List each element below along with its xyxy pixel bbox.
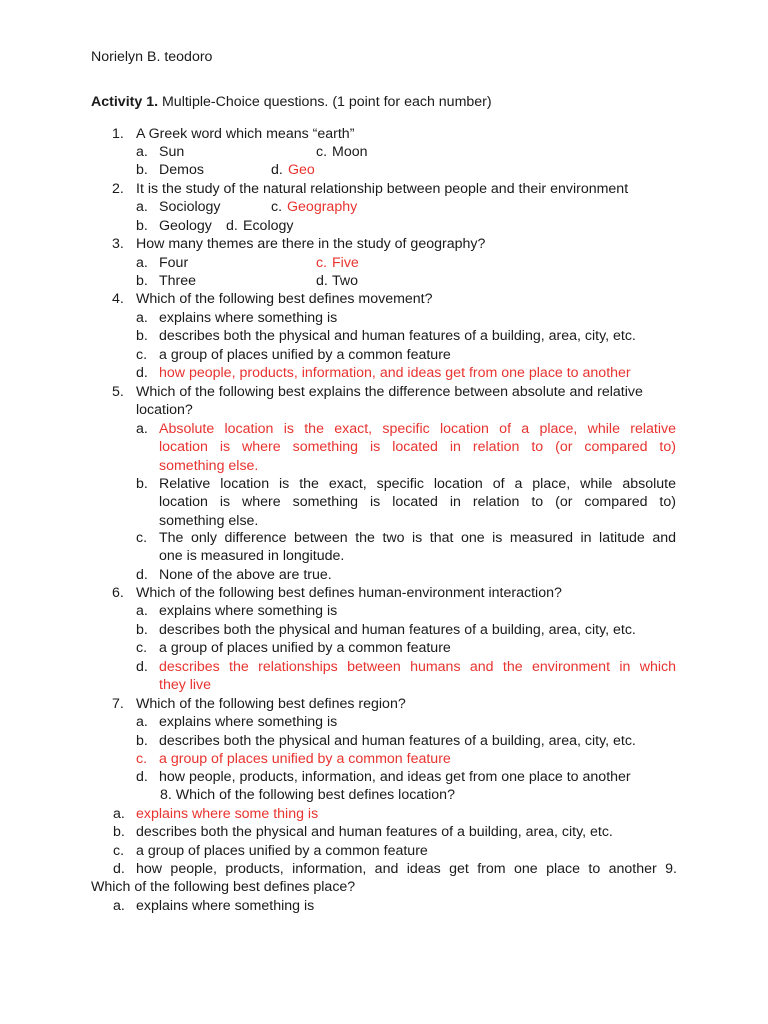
option-letter: c. <box>316 144 328 160</box>
option-text: describes both the physical and human features of a building, area, city, etc. <box>159 328 636 344</box>
question-text: Which of the following best explains the difference between absolute and relative <box>136 384 643 400</box>
option-text: how people, products, information, and ideas get from one place to another 9. <box>136 861 677 877</box>
option-letter: a. <box>136 714 148 730</box>
question-text: Which of the following best defines movement? <box>136 291 433 307</box>
question-text: Which of the following best defines region? <box>136 696 406 712</box>
option-text: Sun <box>159 144 185 160</box>
correct-answer: location is where something is located in relation to (or compared to) <box>159 439 676 455</box>
option-letter: c. <box>136 640 148 656</box>
option-letter: b. <box>136 622 148 638</box>
option-text: explains where something is <box>159 603 338 619</box>
correct-answer: explains where some thing is <box>136 806 319 822</box>
option-letter: d. <box>136 659 148 675</box>
option-letter: a. <box>136 144 148 160</box>
question-number: 7. <box>112 696 124 712</box>
option-letter: c. <box>136 530 148 546</box>
option-letter: b. <box>136 328 148 344</box>
option-text: explains where something is <box>136 898 315 914</box>
option-text: explains where something is <box>159 714 338 730</box>
option-text: The only difference between the two is that one is measured in latitude and <box>159 530 676 546</box>
question-text: Which of the following best defines place? <box>91 879 356 895</box>
option-letter: b. <box>136 218 148 234</box>
option-letter: c. <box>113 843 125 859</box>
option-text: Demos <box>159 162 204 178</box>
option-letter: a. <box>136 255 148 271</box>
question-text: 8. Which of the following best defines location? <box>160 787 455 803</box>
option-text: a group of places unified by a common feature <box>136 843 428 859</box>
option-text: describes both the physical and human features of a building, area, city, etc. <box>159 733 636 749</box>
option-letter: d. <box>226 218 238 234</box>
option-text: describes both the physical and human features of a building, area, city, etc. <box>136 824 613 840</box>
option-letter: b. <box>136 476 148 492</box>
option-letter: b. <box>136 273 148 289</box>
activity-instructions: Multiple-Choice questions. (1 point for each number) <box>161 94 492 110</box>
option-text: Ecology <box>243 218 294 234</box>
question-text: Which of the following best defines human-environment interaction? <box>136 585 562 601</box>
option-letter: a. <box>136 421 148 437</box>
activity-label: Activity 1. <box>91 94 159 110</box>
option-letter: a. <box>136 603 148 619</box>
correct-answer: Absolute location is the exact, specific location of a place, while relative <box>159 421 676 437</box>
option-text: something else. <box>159 513 259 529</box>
question-text: How many themes are there in the study of geography? <box>136 236 486 252</box>
option-text: how people, products, information, and ideas get from one place to another <box>159 769 631 785</box>
option-text: Four <box>159 255 189 271</box>
option-text: Three <box>159 273 197 289</box>
option-text: Sociology <box>159 199 221 215</box>
option-text: describes both the physical and human features of a building, area, city, etc. <box>159 622 636 638</box>
question-number: 3. <box>112 236 124 252</box>
option-text: Relative location is the exact, specific location of a place, while absolute <box>159 476 676 492</box>
question-text: A Greek word which means “earth” <box>136 126 355 142</box>
option-letter: d. <box>113 861 125 877</box>
option-letter: c. <box>271 199 283 215</box>
correct-answer: Geography <box>287 199 358 215</box>
option-letter: c. <box>136 751 148 767</box>
option-text: Two <box>332 273 359 289</box>
option-text: a group of places unified by a common feature <box>159 347 451 363</box>
option-text: one is measured in longitude. <box>159 548 345 564</box>
option-letter: c. <box>136 347 148 363</box>
option-letter: a. <box>136 199 148 215</box>
correct-answer: Geo <box>288 162 315 178</box>
option-text: None of the above are true. <box>159 567 332 583</box>
option-text: Moon <box>332 144 368 160</box>
correct-answer: Five <box>332 255 359 271</box>
question-text: It is the study of the natural relationship between people and their environment <box>136 181 629 197</box>
option-letter: d. <box>136 567 148 583</box>
question-number: 5. <box>112 384 124 400</box>
option-text: Geology <box>159 218 212 234</box>
correct-answer: describes the relationships between humans and the environment in which <box>159 659 676 675</box>
option-text: location is where something is located in relation to (or compared to) <box>159 494 676 510</box>
option-letter: d. <box>316 273 328 289</box>
question-number: 2. <box>112 181 124 197</box>
activity-heading <box>91 93 492 111</box>
option-letter: c. <box>316 255 328 271</box>
option-letter: b. <box>136 733 148 749</box>
option-text: explains where something is <box>159 310 338 326</box>
option-letter: b. <box>136 162 148 178</box>
author-name: Norielyn B. teodoro <box>91 49 213 65</box>
correct-answer: they live <box>159 677 212 693</box>
correct-answer: something else. <box>159 458 259 474</box>
correct-answer: how people, products, information, and ideas get from one place to another <box>159 365 631 381</box>
option-letter: d. <box>136 365 148 381</box>
correct-answer: a group of places unified by a common feature <box>159 751 451 767</box>
question-number: 4. <box>112 291 124 307</box>
question-text: location? <box>136 402 193 418</box>
option-letter: d. <box>136 769 148 785</box>
option-letter: a. <box>113 806 125 822</box>
question-number: 6. <box>112 585 124 601</box>
option-text: a group of places unified by a common feature <box>159 640 451 656</box>
option-letter: a. <box>136 310 148 326</box>
question-number: 1. <box>112 126 124 142</box>
option-letter: b. <box>113 824 125 840</box>
option-letter: a. <box>113 898 125 914</box>
option-letter: d. <box>271 162 283 178</box>
